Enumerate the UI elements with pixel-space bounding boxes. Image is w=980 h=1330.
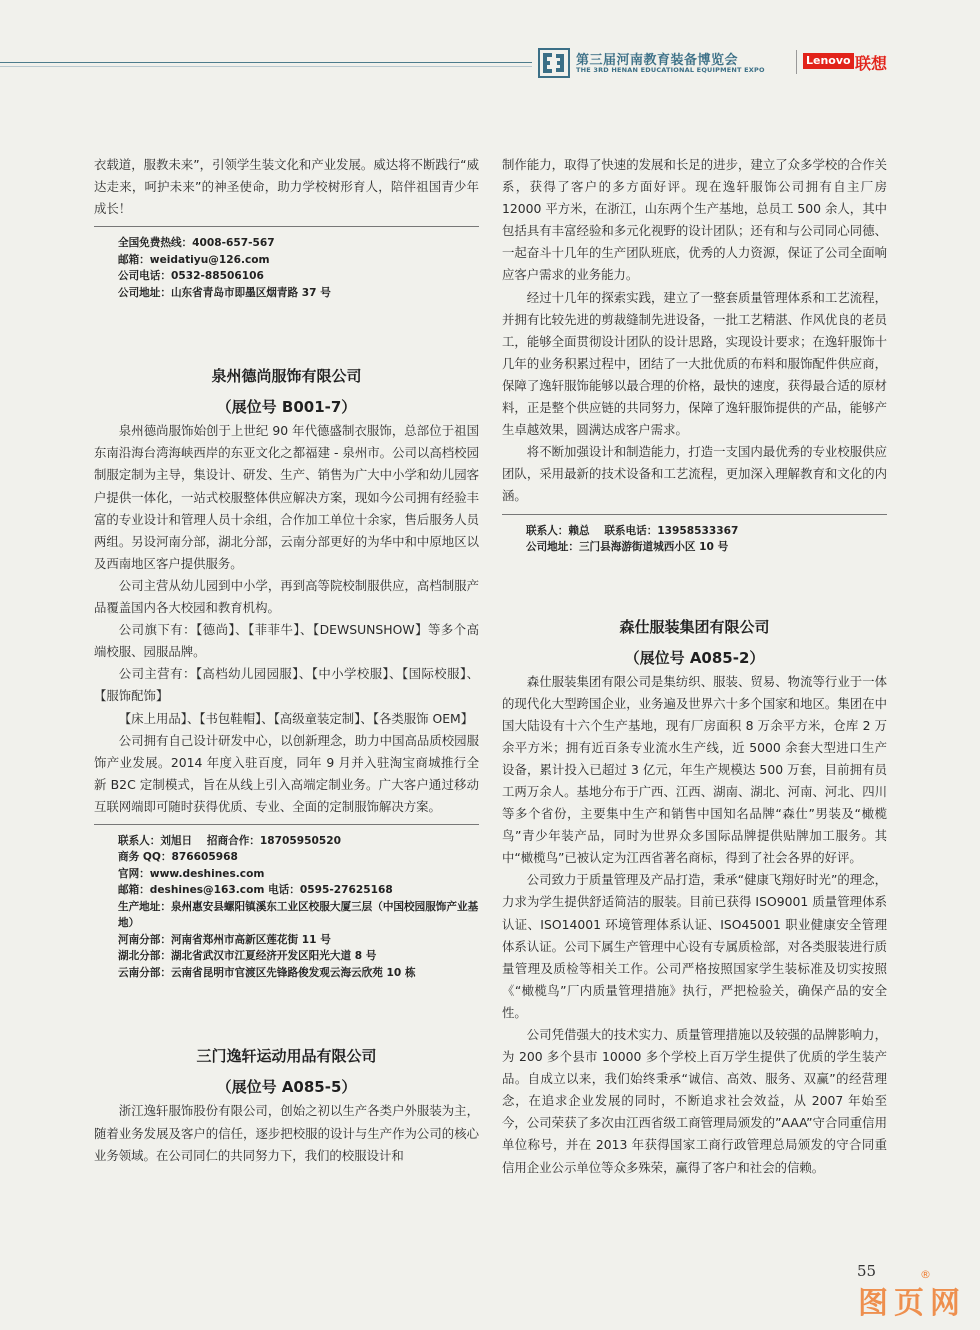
- yixuan-paragraph: 制作能力，取得了快速的发展和长足的进步，建立了众多学校的合作关系，获得了客户的多方面好评。现在逸轩服饰公司拥有自主厂房 12000 平方米，在浙江，山东两个生产基地，总员工 500 余人，其中包括具有丰富经验和多元化视野的设计团队；还有和与公司同心同德、一起奋斗十几年的生产团队班底，优秀的人力资源，保证了公司全面响应客户需求的业务能力。: [502, 157, 887, 283]
- lenovo-logo: Lenovo: [803, 53, 854, 69]
- header-rule: [0, 62, 532, 63]
- weida-email: 邮箱：weidatiyu@126.com: [118, 253, 270, 266]
- left-column: [94, 154, 479, 1167]
- sense-paragraph: 公司凭借强大的技术实力、质量管理措施以及较强的品牌影响力，为 200 多个县市 10000 多个学校上百万学生提供了优质的学生装产品。自成立以来，我们始终秉承“诚信、高效、服务、双赢”的经营理念，在追求企业发展的同时，不断追求社会效益，从 2007 年始至今，公司荣获了多次由江西省级工商管理局颁发的”AAA”守合同重信用单位称号，并在 2013 年获得国家工商行政管理总局颁发的守合同重信用企业公示单位等众多殊荣，赢得了客户和社会的信赖。: [502, 1027, 887, 1175]
- weida-phone: 公司电话：0532-88506106: [118, 270, 264, 283]
- deshang-paragraph: 【床上用品】、【书包鞋帽】、【高级童装定制】、【各类服饰 OEM】: [118, 710, 474, 726]
- deshang-paragraph: 公司主营从幼儿园到中小学，再到高等院校制服供应，高档制服产品覆盖国内各大校园和教育机构。: [94, 577, 479, 616]
- header-divider: [796, 50, 797, 74]
- deshang-contact-line: 官网：www.deshines.com: [118, 867, 265, 880]
- expo-subtitle: THE 3RD HENAN EDUCATIONAL EQUIPMENT EXPO: [576, 66, 765, 74]
- booth-number: （展位号 A085-2）: [624, 648, 765, 667]
- yixuan-paragraph: 将不断加强设计和制造能力，打造一支国内最优秀的专业校服供应团队，采用最新的技术设备和工艺流程，更加深入理解教育和文化的内涵。: [502, 444, 887, 504]
- page-number: 55: [857, 1262, 877, 1280]
- company-title: 森仕服装集团有限公司: [619, 617, 770, 636]
- yixuan-contact-line: 联系人：赖总 联系电话：13958533367: [526, 524, 739, 537]
- deshang-contact-line: 邮箱：deshines@163.com 电话：0595-27625168: [118, 884, 393, 897]
- sense-paragraph: 森仕服装集团有限公司是集纺织、服装、贸易、物流等行业于一体的现代化大型跨国企业，业务遍及世界六十多个国家和地区。集团在中国大陆设有十六个生产基地，现有厂房面积 8 万余平方米，仓库 2 万余平方米；拥有近百条专业流水生产线，近 5000 余套大型进口生产设备，累计投入已超过 3 亿元，年生产规模达 500 万套，目前拥有员工两万余人。基地分布于广西、江西、湖南、湖北、河南、河北、四川等多个省份，主要集中生产和销售中国知名品牌“森仕”男装及“橄榄鸟”青少年装产品，同时为世界众多国际品牌提供贴牌加工服务。其中“橄榄鸟”已被认定为江西省著名商标，得到了社会各界的好评。: [502, 673, 887, 866]
- lenovo-cn-logo: 联想: [855, 54, 888, 73]
- yixuan-contact-block: [502, 514, 887, 556]
- booth-number: （展位号 A085-5）: [216, 1078, 357, 1097]
- header-rule-light: [0, 66, 532, 67]
- deshang-paragraph: 公司拥有自己设计研发中心，以创新理念，助力中国高品质校园服饰产业发展。2014 年度入驻百度，同年 9 月并入驻淘宝商城推行全新 B2C 定制模式，旨在从线上引入高端定制业务。广大客户通过移动互联网端即可随时获得优质、专业、全面的定制服饰解决方案。: [94, 732, 479, 814]
- e3-expo-logo-icon: [538, 48, 570, 78]
- watermark-logo: 图页网: [858, 1286, 966, 1321]
- deshang-contact-line: 联系人：刘旭日 招商合作：18705950520: [118, 834, 341, 847]
- expo-title: 第三届河南教育装备博览会: [576, 53, 739, 68]
- sense-paragraph: 公司致力于质量管理及产品打造，秉承“健康飞翔好时光”的理念，力求为学生提供舒适简洁的服装。目前已获得 ISO9001 质量管理体系认证、ISO14001 环境管理体系认证、ISO45001 职业健康安全管理体系认证。公司下属生产管理中心设有专属质检部，对各类服装进行质量管理及质检等相关工作。公司严格按照国家学生装标准及切实按照《“橄榄鸟”厂内质量管理措施》执行，严把检验关，确保产品的安全性。: [502, 872, 887, 1020]
- watermark-registered-mark: ®: [920, 1268, 931, 1281]
- company-title: 泉州德尚服饰有限公司: [211, 367, 362, 386]
- deshang-contact-line: 商务 QQ：876605968: [118, 851, 238, 864]
- booth-number: （展位号 B001-7）: [216, 398, 357, 417]
- company-title: 三门逸轩运动用品有限公司: [196, 1047, 377, 1066]
- deshang-paragraph: 公司旗下有：【德尚】、【菲菲牛】、【DEWSUNSHOW】等多个高端校服、园服品牌。: [94, 622, 479, 660]
- deshang-paragraph: 公司主营有：【高档幼儿园园服】、【中小学校服】、【国际校服】、【服饰配饰】: [94, 666, 479, 704]
- deshang-contact-block: [94, 824, 479, 982]
- weida-hotline: 全国免费热线：4008-657-567: [118, 237, 275, 250]
- yixuan-paragraph: 经过十几年的探索实践，建立了一整套质量管理体系和工艺流程，并拥有比较先进的剪裁缝制先进设备，一批工艺精湛、作风优良的老员工，能够全面贯彻设计团队的设计思路，实现设计要求；在逸轩服饰十几年的业务积累过程中，团结了一大批优质的布料和服饰配件供应商，保障了逸轩服饰能够以最合理的价格，最快的速度，获得最合适的原材料，正是整个供应链的共同努力，保障了逸轩服饰提供的产品，能够产生卓越效果，圆满达成客户需求。: [502, 289, 887, 438]
- deshang-contact-line: 生产地址：泉州惠安县螺阳镇溪东工业区校服大厦三层（中国校园服饰产业基地）: [118, 900, 479, 930]
- weida-closing-paragraph: 衣载道，服教未来”，引领学生装文化和产业发展。威达将不断践行“威达走来，呵护未来”的神圣使命，助力学校树形育人，陪伴祖国青少年成长！: [94, 157, 479, 217]
- yixuan-paragraph: 浙江逸轩服饰股份有限公司，创始之初以生产各类户外服装为主，随着业务发展及客户的信任，逐步把校服的设计与生产作为公司的核心业务领域。在公司同仁的共同努力下，我们的校服设计和: [94, 1103, 479, 1163]
- weida-contact-block: [94, 226, 479, 301]
- deshang-contact-line: 云南分部：云南省昆明市官渡区先锋路俊发观云海云欣苑 10 栋: [118, 966, 416, 979]
- yixuan-contact-line: 公司地址：三门县海游街道城西小区 10 号: [526, 541, 729, 553]
- page-header: [0, 40, 980, 84]
- deshang-contact-line: 河南分部：河南省郑州市高新区莲花街 11 号: [118, 933, 331, 946]
- deshang-paragraph: 泉州德尚服饰始创于上世纪 90 年代德盛制衣服饰，总部位于祖国东南沿海台湾海峡西岸的东亚文化之都福建 - 泉州市。公司以高档校园制服定制为主导，集设计、研发、生产、销售为广大中小学和幼儿园客户提供一体化，一站式校服整体供应解决方案，现如今公司拥有经验丰富的专业设计和管理人员十余组，合作加工单位十余家，售后服务人员两组。另设河南分部，湖北分部，云南分部更好的为华中和中原地区以及西南地区客户提供服务。: [94, 423, 479, 571]
- weida-address: 公司地址：山东省青岛市即墨区烟青路 37 号: [118, 286, 331, 299]
- right-column: [502, 154, 887, 1179]
- deshang-contact-line: 湖北分部：湖北省武汉市江夏经济开发区阳光大道 8 号: [118, 950, 377, 963]
